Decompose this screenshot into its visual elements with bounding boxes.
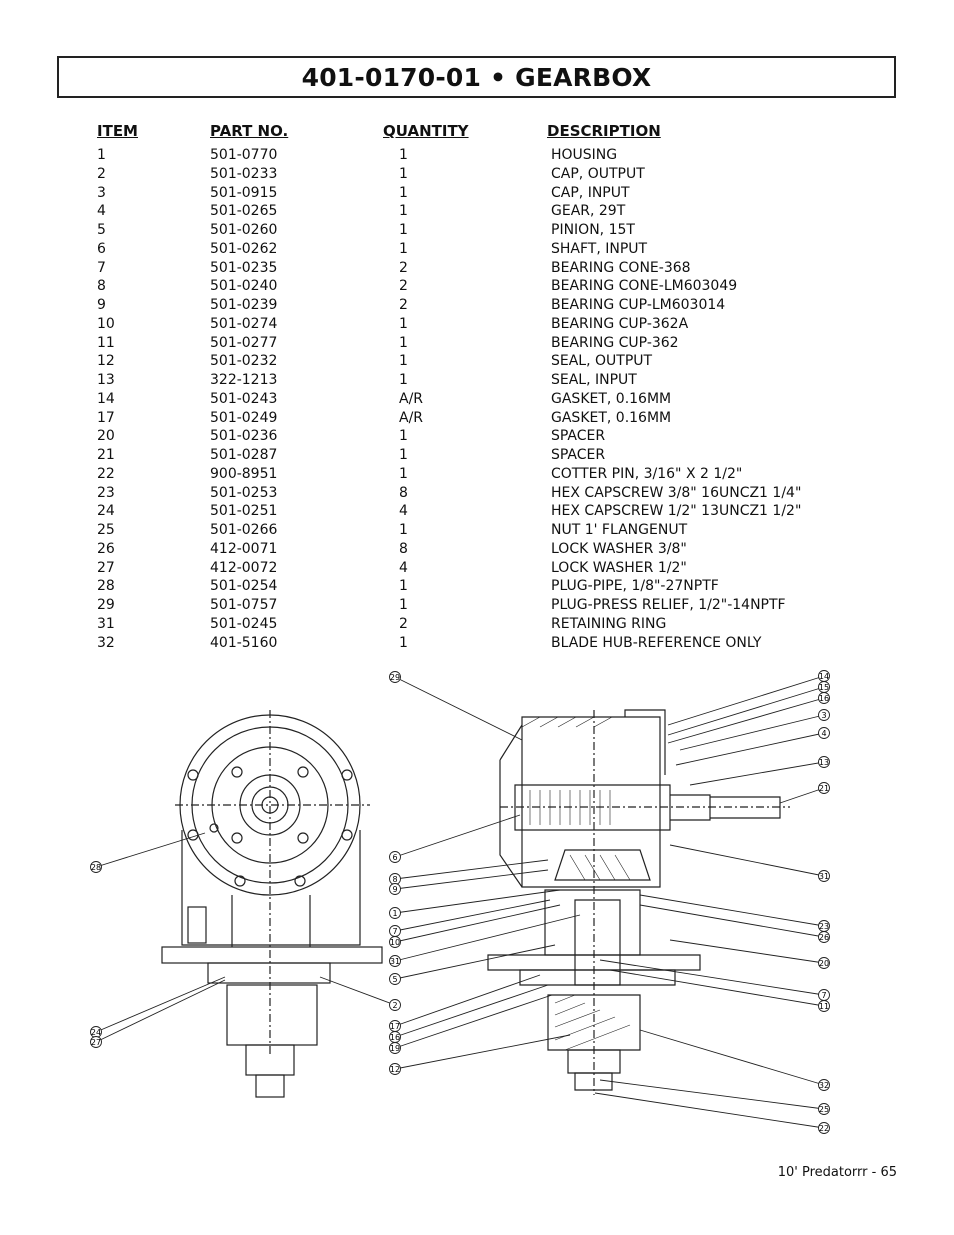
quantity: 1: [399, 634, 408, 651]
callout-leader: [780, 788, 824, 803]
description: PLUG-PRESS RELIEF, 1/2"-14NPTF: [551, 597, 786, 613]
quantity: 8: [399, 540, 408, 557]
description: GEAR, 29T: [551, 203, 626, 220]
item-number: 26: [97, 540, 115, 557]
table-row: [0, 428, 954, 447]
part-number: 501-0277: [210, 334, 278, 351]
callout-leader: [395, 677, 522, 740]
description: SEAL, OUTPUT: [551, 353, 653, 370]
description: LOCK WASHER 3/8": [551, 540, 687, 557]
description: CAP, OUTPUT: [551, 165, 645, 182]
part-number: 501-0233: [210, 165, 278, 182]
table-row: [0, 635, 954, 654]
table-row: [0, 466, 954, 485]
header-item: ITEM: [97, 122, 138, 140]
callout-label: 3: [821, 711, 827, 720]
item-number: 20: [97, 428, 115, 445]
callout-label: 8: [392, 875, 398, 884]
table-row: [0, 316, 954, 335]
part-number: 501-0254: [210, 578, 278, 595]
callout-leader: [680, 715, 827, 750]
callout-leader: [595, 1093, 824, 1128]
gearbox-front-view: [162, 710, 382, 1097]
callout-leader: [610, 970, 827, 1006]
callout-leader: [676, 733, 824, 765]
callout-label: 22: [818, 1124, 830, 1133]
callout-leader: [395, 1035, 570, 1069]
callout-label: 4: [821, 729, 827, 738]
item-number: 7: [97, 259, 106, 276]
item-number: 6: [97, 240, 106, 257]
callout-label: 9: [392, 885, 398, 894]
description: BEARING CONE-368: [551, 259, 691, 276]
gearbox-section-view: [488, 710, 790, 1095]
part-number: 501-0243: [210, 390, 278, 407]
description: SPACER: [551, 428, 606, 445]
callout-leader: [600, 1080, 824, 1109]
part-number: 900-8951: [210, 465, 278, 482]
description: BEARING CUP-362: [551, 334, 679, 351]
table-row: [0, 278, 954, 297]
callout-leader: [395, 905, 560, 942]
table-row: [0, 522, 954, 541]
description: HEX CAPSCREW 1/2" 13UNCZ1 1/2": [551, 503, 802, 520]
callout-label: 20: [818, 959, 830, 968]
quantity: 4: [399, 559, 408, 576]
table-row: [0, 166, 954, 185]
header-quantity: QUANTITY: [383, 122, 469, 140]
item-number: 9: [97, 297, 106, 313]
quantity: 2: [399, 278, 408, 295]
callout-label: 16: [389, 1033, 401, 1042]
part-number: 412-0072: [210, 559, 278, 576]
part-number: 501-0915: [210, 184, 278, 201]
table-row: [0, 410, 954, 429]
quantity: 8: [399, 484, 408, 501]
quantity: 1: [399, 372, 408, 388]
callout-leader: [395, 995, 552, 1048]
item-number: 24: [97, 503, 115, 520]
callout-leader: [395, 890, 560, 913]
part-number: 412-0071: [210, 540, 278, 557]
table-row: [0, 297, 954, 316]
callout-leader: [640, 1030, 824, 1085]
part-number: 501-0253: [210, 484, 278, 501]
callout-label: 31: [389, 957, 401, 966]
quantity: 2: [399, 259, 408, 276]
quantity: 1: [399, 578, 408, 595]
item-number: 10: [97, 315, 115, 332]
part-number: 501-0287: [210, 447, 278, 463]
description: GASKET, 0.16MM: [551, 409, 672, 426]
callout-label: 32: [818, 1081, 830, 1090]
table-row: [0, 185, 954, 204]
callout-label: 17: [389, 1022, 401, 1031]
table-row: [0, 372, 954, 391]
description: HOUSING: [551, 147, 618, 163]
callout-label: 2: [392, 1001, 398, 1010]
description: NUT 1' FLANGENUT: [551, 522, 688, 538]
table-row: [0, 616, 954, 635]
callout-leader: [668, 676, 827, 725]
description: BEARING CUP-362A: [551, 315, 689, 332]
callout-label: 24: [90, 1028, 102, 1037]
description: RETAINING RING: [551, 615, 667, 632]
callout-label: 28: [90, 863, 102, 872]
quantity: 1: [399, 147, 408, 163]
table-row: [0, 260, 954, 279]
callout-leader: [395, 985, 548, 1037]
callout-label: 29: [389, 673, 401, 682]
item-number: 4: [97, 203, 106, 220]
callout-leader: [395, 915, 580, 961]
description: SHAFT, INPUT: [551, 240, 648, 257]
part-number: 501-0757: [210, 597, 278, 613]
item-number: 8: [97, 278, 106, 295]
table-row: [0, 560, 954, 579]
callout-label: 16: [818, 694, 830, 703]
part-number: 501-0249: [210, 409, 278, 426]
part-number: 501-0236: [210, 428, 278, 445]
item-number: 3: [97, 184, 106, 201]
callout-label: 23: [818, 922, 830, 931]
callout-label: 21: [818, 784, 830, 793]
description: SEAL, INPUT: [551, 372, 637, 388]
gearbox-exploded-diagram: [0, 655, 954, 1145]
quantity: 1: [399, 315, 408, 332]
callout-leader: [600, 960, 824, 995]
quantity: 2: [399, 615, 408, 632]
quantity: 1: [399, 240, 408, 257]
quantity: A/R: [399, 390, 424, 407]
callout-label: 7: [821, 991, 827, 1000]
callout-label: 14: [818, 672, 830, 681]
callout-leader: [395, 900, 550, 931]
table-row: [0, 147, 954, 166]
parts-table: [0, 147, 954, 653]
page-title: 401-0170-01 • GEARBOX: [301, 63, 652, 92]
table-row: [0, 391, 954, 410]
table-row: [0, 578, 954, 597]
description: LOCK WASHER 1/2": [551, 559, 687, 576]
callout-label: 1: [392, 909, 398, 918]
callout-leader: [96, 833, 205, 867]
item-number: 13: [97, 372, 115, 388]
callout-label: 27: [90, 1038, 102, 1047]
description: HEX CAPSCREW 3/8" 16UNCZ1 1/4": [551, 484, 802, 501]
description: SPACER: [551, 447, 606, 463]
description: BEARING CUP-LM603014: [551, 297, 726, 313]
item-number: 31: [97, 615, 115, 632]
callout-label: 13: [818, 758, 830, 767]
quantity: 1: [399, 184, 408, 201]
item-number: 27: [97, 559, 115, 576]
callout-label: 25: [818, 1105, 830, 1114]
page-footer: 10' Predatorrr - 65: [777, 1165, 897, 1180]
quantity: 1: [399, 428, 408, 445]
part-number: 501-0260: [210, 222, 278, 238]
callout-label: 12: [389, 1065, 401, 1074]
callout-leader: [395, 870, 548, 889]
callout-leader: [670, 845, 824, 876]
page-title-box: [57, 56, 896, 98]
quantity: 1: [399, 522, 408, 538]
item-number: 12: [97, 353, 115, 370]
item-number: 28: [97, 578, 115, 595]
description: CAP, INPUT: [551, 184, 630, 201]
part-number: 501-0274: [210, 315, 278, 332]
item-number: 11: [97, 334, 115, 351]
table-row: [0, 203, 954, 222]
part-number: 501-0266: [210, 522, 278, 538]
table-row: [0, 447, 954, 466]
description: BEARING CONE-LM603049: [551, 278, 738, 295]
quantity: A/R: [399, 409, 424, 426]
table-row: [0, 597, 954, 616]
quantity: 1: [399, 353, 408, 370]
item-number: 23: [97, 484, 115, 501]
callout-label: 31: [818, 872, 830, 881]
callout-label: 6: [392, 853, 398, 862]
callout-label: 7: [392, 927, 398, 936]
description: PLUG-PIPE, 1/8"-27NPTF: [551, 578, 719, 595]
quantity: 1: [399, 334, 408, 351]
quantity: 1: [399, 447, 408, 463]
part-number: 401-5160: [210, 634, 278, 651]
header-part-no: PART NO.: [210, 122, 289, 140]
callout-label: 10: [389, 938, 401, 947]
table-row: [0, 222, 954, 241]
part-number: 501-0251: [210, 503, 278, 520]
description: PINION, 15T: [551, 222, 635, 238]
callout-leader: [395, 815, 520, 857]
table-row: [0, 241, 954, 260]
part-number: 501-0265: [210, 203, 278, 220]
part-number: 501-0262: [210, 240, 278, 257]
item-number: 22: [97, 465, 115, 482]
table-row: [0, 485, 954, 504]
item-number: 21: [97, 447, 115, 463]
quantity: 4: [399, 503, 408, 520]
part-number: 501-0232: [210, 353, 278, 370]
description: GASKET, 0.16MM: [551, 390, 672, 407]
quantity: 2: [399, 297, 408, 313]
item-number: 5: [97, 222, 106, 238]
callout-label: 26: [818, 933, 830, 942]
item-number: 2: [97, 165, 106, 182]
table-row: [0, 353, 954, 372]
callout-leader: [670, 940, 824, 963]
header-description: DESCRIPTION: [547, 122, 661, 140]
callout-label: 15: [818, 683, 830, 692]
callout-leader: [96, 980, 225, 1042]
callout-leader: [395, 975, 540, 1026]
callout-label: 19: [389, 1044, 401, 1053]
part-number: 322-1213: [210, 372, 278, 388]
item-number: 32: [97, 634, 115, 651]
quantity: 1: [399, 165, 408, 182]
callout-label: 11: [818, 1002, 830, 1011]
table-row: [0, 541, 954, 560]
callout-leader: [96, 977, 225, 1032]
item-number: 29: [97, 597, 115, 613]
callout-leader: [690, 762, 824, 785]
part-number: 501-0770: [210, 147, 278, 163]
part-number: 501-0239: [210, 297, 278, 313]
item-number: 17: [97, 409, 115, 426]
callout-leader: [668, 687, 827, 735]
callout-leader: [395, 945, 555, 979]
callout-leader: [320, 975, 398, 1005]
item-number: 14: [97, 390, 115, 407]
callout-leader: [395, 860, 548, 879]
quantity: 1: [399, 203, 408, 220]
part-number: 501-0235: [210, 259, 278, 276]
description: COTTER PIN, 3/16" X 2 1/2": [551, 465, 743, 482]
description: BLADE HUB-REFERENCE ONLY: [551, 634, 762, 651]
item-number: 25: [97, 522, 115, 538]
callout-label: 5: [392, 975, 398, 984]
item-number: 1: [97, 147, 106, 163]
quantity: 1: [399, 597, 408, 613]
table-row: [0, 335, 954, 354]
table-row: [0, 503, 954, 522]
quantity: 1: [399, 465, 408, 482]
part-number: 501-0245: [210, 615, 278, 632]
part-number: 501-0240: [210, 278, 278, 295]
quantity: 1: [399, 222, 408, 238]
